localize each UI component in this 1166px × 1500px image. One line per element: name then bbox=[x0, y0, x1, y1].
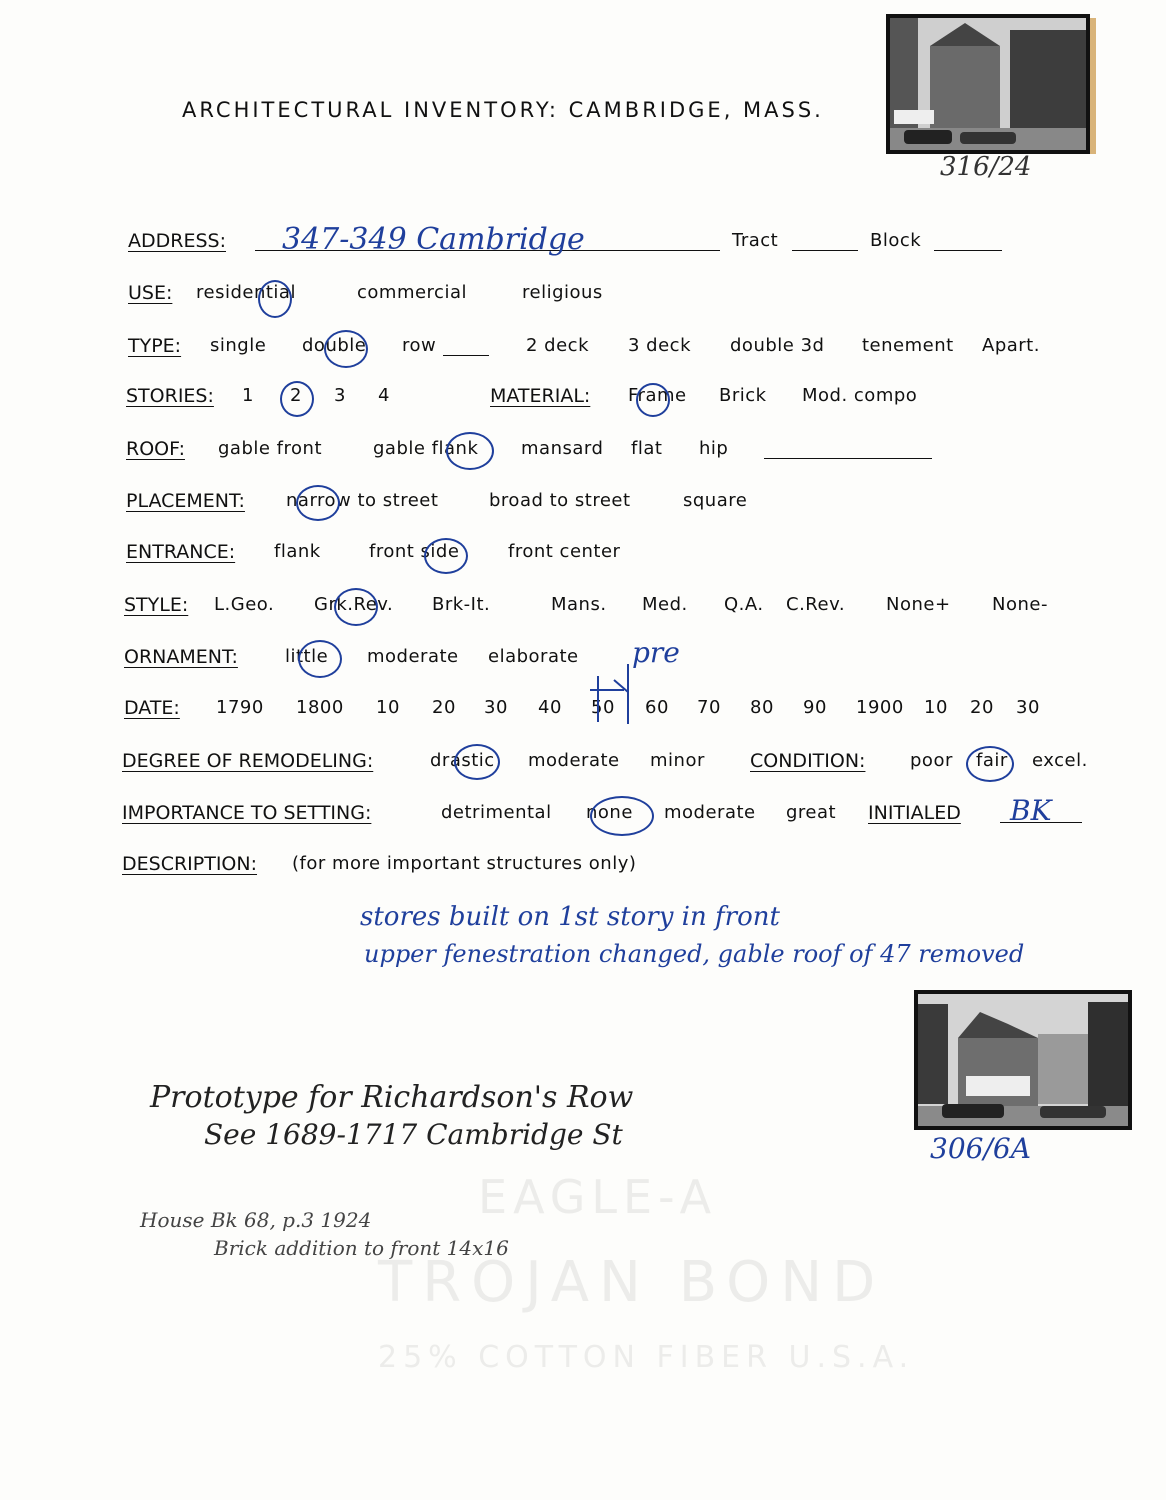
type-option-3-deck: 3 deck bbox=[628, 335, 691, 356]
entrance-option-front-side: front side bbox=[369, 541, 460, 562]
roof-option-gable-front: gable front bbox=[218, 438, 322, 459]
style-label: STYLE: bbox=[124, 594, 189, 616]
stories-option-3: 3 bbox=[334, 385, 346, 406]
date-option-1910: 10 bbox=[924, 697, 948, 718]
photo-number-top: 316/24 bbox=[940, 152, 1032, 182]
type-label: TYPE: bbox=[128, 335, 182, 357]
date-pre-annotation: pre bbox=[632, 636, 680, 669]
date-option-70: 70 bbox=[697, 697, 721, 718]
remodeling-option-minor: minor bbox=[650, 750, 705, 771]
placement-option-square: square bbox=[683, 490, 748, 511]
photo-number-bottom: 306/6A bbox=[930, 1132, 1031, 1165]
style-option-qa: Q.A. bbox=[724, 594, 764, 615]
type-option-row: row bbox=[402, 335, 437, 356]
condition-option-excel: excel. bbox=[1032, 750, 1088, 771]
placement-option-broad: broad to street bbox=[489, 490, 631, 511]
date-option-10: 10 bbox=[376, 697, 400, 718]
style-option-none-plus: None+ bbox=[886, 594, 951, 615]
remodeling-option-moderate: moderate bbox=[528, 750, 620, 771]
watermark-line-2: TROJAN BOND bbox=[378, 1250, 886, 1315]
prototype-note-line-1: Prototype for Richardson's Row bbox=[150, 1080, 634, 1115]
type-option-apart: Apart. bbox=[982, 335, 1040, 356]
pencil-note-line-1: House Bk 68, p.3 1924 bbox=[140, 1208, 372, 1232]
date-label: DATE: bbox=[124, 697, 180, 719]
ornament-option-moderate: moderate bbox=[367, 646, 459, 667]
style-option-lgeo: L.Geo. bbox=[214, 594, 275, 615]
stories-label: STORIES: bbox=[126, 385, 214, 407]
use-option-religious: religious bbox=[522, 282, 603, 303]
date-option-1800: 1800 bbox=[296, 697, 344, 718]
importance-label: IMPORTANCE TO SETTING: bbox=[122, 802, 372, 824]
remodeling-option-drastic: drastic bbox=[430, 750, 495, 771]
stories-option-1: 1 bbox=[242, 385, 254, 406]
roof-option-flat: flat bbox=[631, 438, 663, 459]
ornament-option-little: little bbox=[285, 646, 329, 667]
description-note: (for more important structures only) bbox=[292, 853, 637, 874]
date-option-1930: 30 bbox=[1016, 697, 1040, 718]
style-option-med: Med. bbox=[642, 594, 688, 615]
address-value: 347-349 Cambridge bbox=[282, 222, 585, 257]
stories-option-2: 2 bbox=[290, 385, 302, 406]
description-label: DESCRIPTION: bbox=[122, 853, 258, 875]
condition-label: CONDITION: bbox=[750, 750, 866, 772]
importance-option-great: great bbox=[786, 802, 837, 823]
ornament-option-elaborate: elaborate bbox=[488, 646, 579, 667]
roof-option-gable-flank: gable flank bbox=[373, 438, 479, 459]
date-option-20: 20 bbox=[432, 697, 456, 718]
date-bracket-path bbox=[590, 664, 628, 724]
prototype-note-line-2: See 1689-1717 Cambridge St bbox=[204, 1118, 623, 1151]
date-option-40: 40 bbox=[538, 697, 562, 718]
material-option-brick: Brick bbox=[719, 385, 767, 406]
date-option-1920: 20 bbox=[970, 697, 994, 718]
placement-label: PLACEMENT: bbox=[126, 490, 245, 512]
style-option-crev: C.Rev. bbox=[786, 594, 846, 615]
style-option-grkrev: Grk.Rev. bbox=[314, 594, 394, 615]
address-label: ADDRESS: bbox=[128, 230, 226, 252]
initialed-label: INITIALED bbox=[868, 802, 961, 824]
date-option-50: 50 bbox=[591, 697, 615, 718]
date-option-80: 80 bbox=[750, 697, 774, 718]
ornament-label: ORNAMENT: bbox=[124, 646, 238, 668]
stories-option-4: 4 bbox=[378, 385, 390, 406]
type-option-single: single bbox=[210, 335, 267, 356]
entrance-option-flank: flank bbox=[274, 541, 321, 562]
use-option-residential: residential bbox=[196, 282, 296, 303]
entrance-option-front-center: front center bbox=[508, 541, 621, 562]
date-option-30: 30 bbox=[484, 697, 508, 718]
date-option-1900: 1900 bbox=[856, 697, 904, 718]
placement-option-narrow: narrow to street bbox=[286, 490, 439, 511]
condition-option-fair: fair bbox=[976, 750, 1008, 771]
importance-option-none: none bbox=[586, 802, 633, 823]
tract-label: Tract bbox=[732, 230, 779, 251]
use-label: USE: bbox=[128, 282, 173, 304]
entrance-label: ENTRANCE: bbox=[126, 541, 236, 563]
date-option-90: 90 bbox=[803, 697, 827, 718]
description-line-1: stores built on 1st story in front bbox=[360, 902, 780, 932]
type-option-tenement: tenement bbox=[862, 335, 954, 356]
use-option-commercial: commercial bbox=[357, 282, 467, 303]
description-line-2: upper fenestration changed, gable roof of 47 removed bbox=[364, 940, 1025, 968]
pencil-note-line-2: Brick addition to front 14x16 bbox=[214, 1236, 509, 1260]
importance-option-moderate: moderate bbox=[664, 802, 756, 823]
date-option-60: 60 bbox=[645, 697, 669, 718]
style-option-none-minus: None- bbox=[992, 594, 1048, 615]
block-label: Block bbox=[870, 230, 922, 251]
roof-option-mansard: mansard bbox=[521, 438, 604, 459]
date-option-1790: 1790 bbox=[216, 697, 264, 718]
watermark-line-1: EAGLE-A bbox=[478, 1170, 718, 1224]
importance-option-detrimental: detrimental bbox=[441, 802, 552, 823]
condition-option-poor: poor bbox=[910, 750, 953, 771]
type-option-double: double bbox=[302, 335, 367, 356]
roof-option-hip: hip bbox=[699, 438, 729, 459]
style-option-brkit: Brk-It. bbox=[432, 594, 491, 615]
initialed-value: BK bbox=[1010, 794, 1052, 827]
type-option-double-3d: double 3d bbox=[730, 335, 825, 356]
style-option-mans: Mans. bbox=[551, 594, 607, 615]
roof-label: ROOF: bbox=[126, 438, 185, 460]
form-title: ARCHITECTURAL INVENTORY: CAMBRIDGE, MASS. bbox=[182, 98, 824, 122]
remodeling-label: DEGREE OF REMODELING: bbox=[122, 750, 374, 772]
type-option-2-deck: 2 deck bbox=[526, 335, 589, 356]
material-label: MATERIAL: bbox=[490, 385, 591, 407]
material-option-mod-compo: Mod. compo bbox=[802, 385, 918, 406]
watermark-line-3: 25% COTTON FIBER U.S.A. bbox=[378, 1340, 915, 1375]
material-option-frame: Frame bbox=[628, 385, 687, 406]
